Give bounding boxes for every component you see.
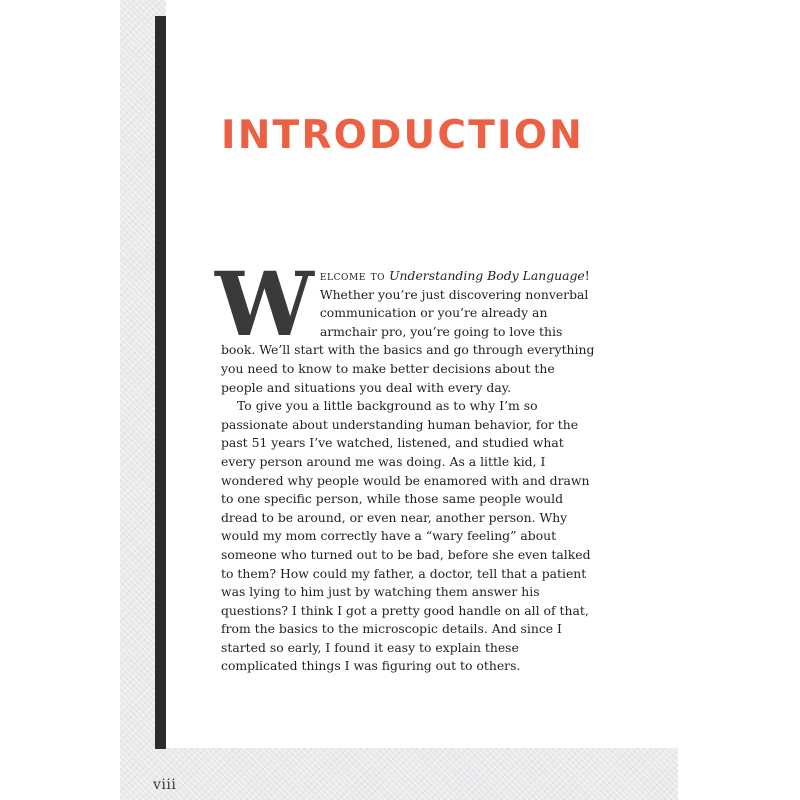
book-title: Understanding Body Language [389, 268, 585, 283]
paragraph-2: To give you a little background as to why I’m so passionate about understanding human behavior, for the past 51 years I’ve watched, listened, and studied what every person around me was doing. As a little kid, I wondered why people would be enamored with and drawn to one specific person, while those same people would dread to be around, or even near, another person. Why would my mom correctly have a “wary feeling” about someone who turned out to be bad, before she even talked to them? How could my father, a doctor, tell that a patient was lying to him just by watching them answer his questions? I think I got a pretty good handle on all of that, from the basics to the microscopic details. And since I started so early, I found it easy to explain these complicated things I was figuring out to others. [221, 398, 591, 674]
chapter-title: INTRODUCTION [221, 113, 584, 158]
lead-in-smallcaps: elcome to [319, 268, 386, 283]
paragraph-1-text: ! Whether you’re just discovering nonverbal communication or you’re already an armchair pro, you’re going to love this book. We’ll start with the basics and go through everything you need to know to make better decisions about the people and situations you deal with every day. [221, 268, 595, 395]
vertical-rule [155, 16, 166, 749]
paragraph-1 [215, 252, 599, 397]
body-text [215, 252, 599, 676]
drop-cap: W [215, 252, 314, 356]
page-number: viii [153, 777, 177, 793]
